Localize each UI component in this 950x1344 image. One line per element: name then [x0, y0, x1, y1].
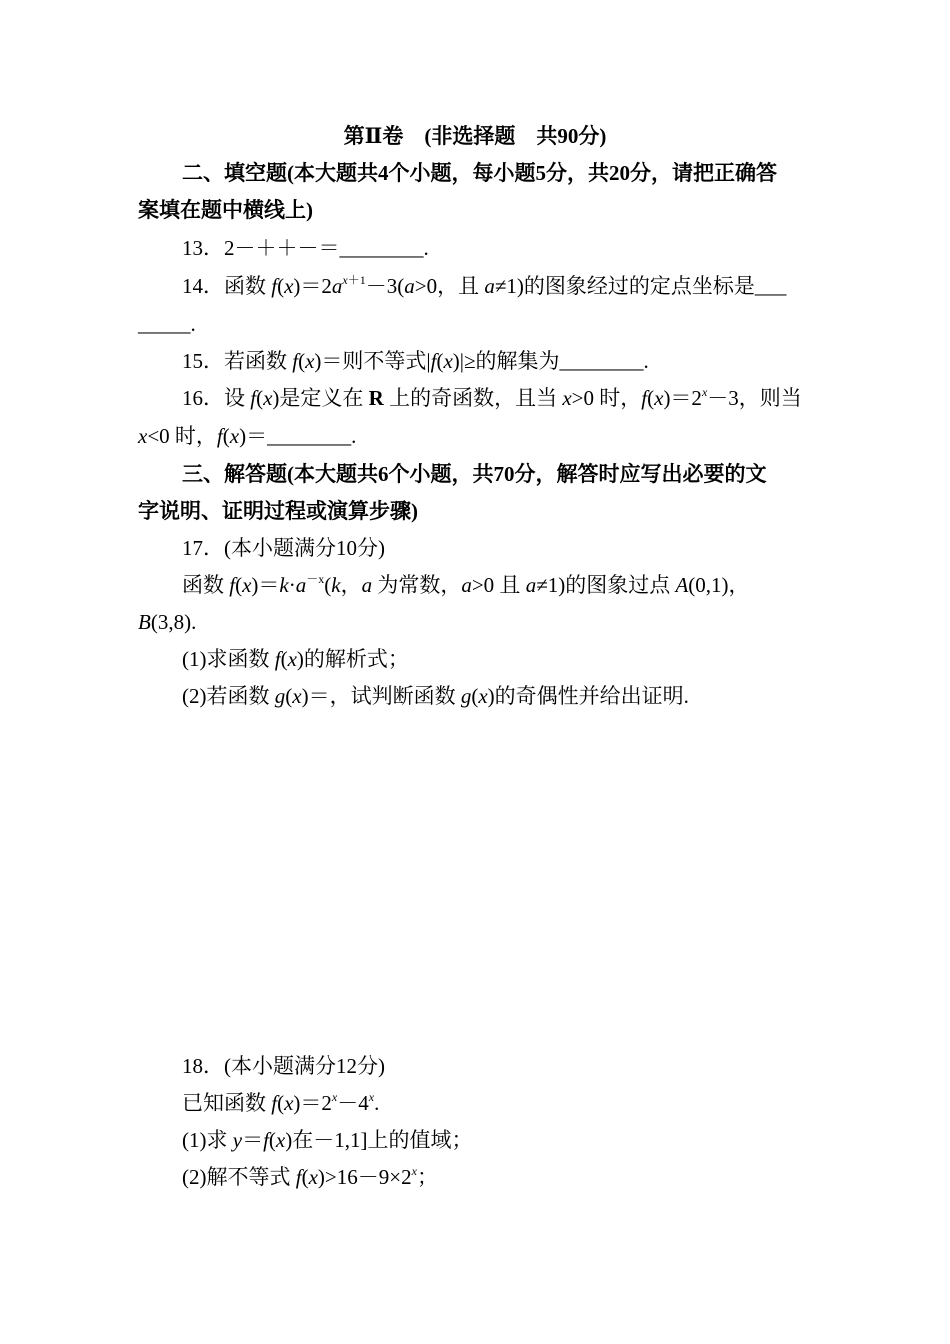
question-18-stem: 已知函数 $f(x)=2^x-4^x$. — [182, 1090, 380, 1115]
section-3-heading: 三、解答题(本大题共6个小题，共70分，解答时应写出必要的文 — [182, 462, 767, 486]
question-17-part-1: (1)求函数 f(x)的解析式； — [182, 647, 409, 671]
question-16-cont: x<0 时，f(x)＝________. — [138, 424, 357, 448]
question-13: 13．2－＋＋－＝________. — [182, 236, 429, 260]
question-17-stem-cont: B(3,8). — [138, 610, 197, 634]
question-15: 15．若函数 f(x)＝则不等式|f(x)|≥的解集为________. — [182, 349, 649, 373]
question-16: 16．设 f(x)是定义在 R 上的奇函数，且当 x>0 时，$f(x)=2^x-3$，则当 — [182, 385, 802, 410]
question-18-part-1: (1)求 y＝f(x)在－1,1]上的值域； — [182, 1128, 473, 1152]
question-17-stem: 函数 $f(x)=k\cdot a^{-x}(k$，a 为常数，a>0 且 a≠1)的图象过点 A(0,1)， — [182, 572, 750, 597]
question-17-header: 17．(本小题满分10分) — [182, 536, 385, 560]
section-3-heading-cont: 字说明、证明过程或演算步骤) — [138, 499, 418, 523]
question-14: 14．函数 $f(x)=2a^{x+1}-3(a>0$，且 a≠1)的图象经过的定点坐标是___ — [182, 273, 787, 298]
question-14-cont: _____. — [138, 312, 196, 336]
section-2-heading: 二、填空题(本大题共4个小题，每小题5分，共20分，请把正确答 — [182, 161, 777, 185]
question-18-header: 18．(本小题满分12分) — [182, 1054, 385, 1078]
question-18-part-2: (2)解不等式 $f(x)>16-9\times 2^x$； — [182, 1164, 438, 1189]
page-title: 第Ⅱ卷 (非选择题 共90分) — [343, 124, 607, 148]
section-2-heading-cont: 案填在题中横线上) — [138, 198, 313, 222]
question-17-part-2: (2)若函数 g(x)＝，试判断函数 g(x)的奇偶性并给出证明. — [182, 684, 689, 708]
